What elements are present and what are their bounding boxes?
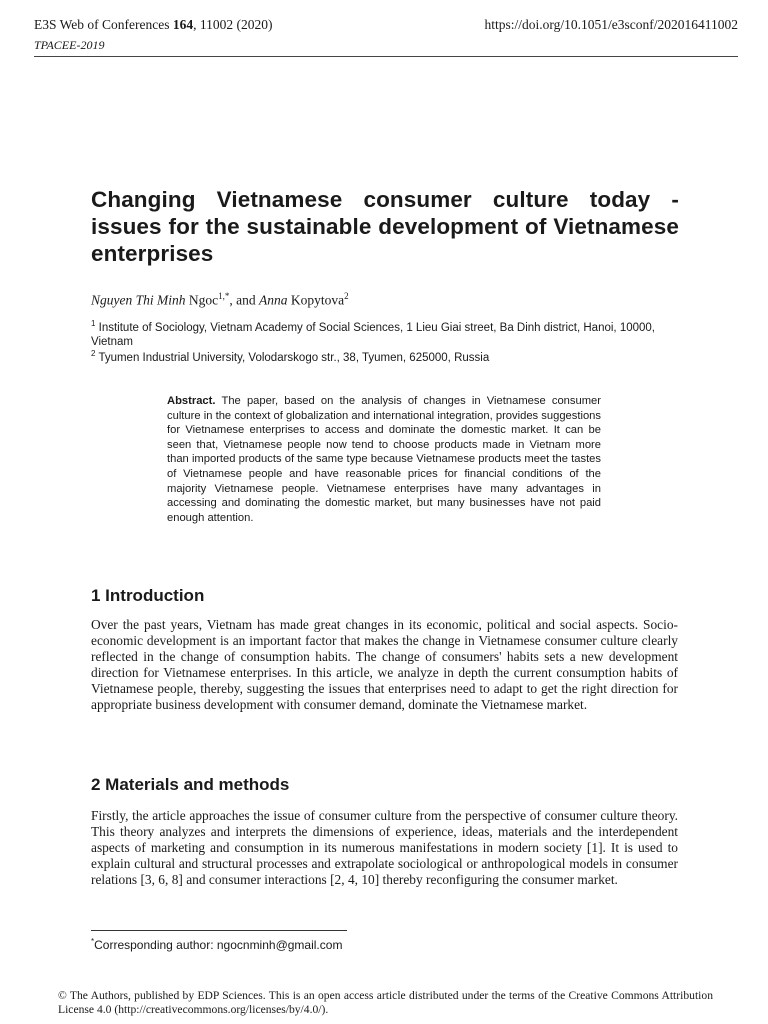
affiliation-2-number: 2 [91,349,96,358]
journal-volume: 164 [172,17,194,32]
author-1-family-name: Ngoc [185,292,219,308]
author-2-given-name: Anna [259,292,288,308]
affiliation-2-text: Tyumen Industrial University, Volodarskogo str., 38, Tyumen, 625000, Russia [95,351,490,364]
footnote-divider [91,930,347,931]
author-separator: , and [229,292,259,308]
doi-link[interactable]: https://doi.org/10.1051/e3sconf/202016411002 [484,17,738,32]
section-heading-materials-methods: 2 Materials and methods [91,775,290,794]
journal-citation [34,17,273,33]
abstract-text: The paper, based on the analysis of changes in Vietnamese consumer culture in the context of globalization and international integration, provides suggestions for Vietnamese enterprises to access and dominate the domestic market. It can be seen that, Vietnamese people now tend to choose products made in Vietnam more than imported products of the same type because Vietnamese products meet the tastes of Vietnamese people and have reasonable prices for financial conditions of the majority Vietnamese people. Vietnamese enterprises have many advantages in accessing and dominating the domestic market, but many businesses have not paid enough attention. [167,395,601,524]
footnote-mark: * [91,937,95,946]
header-divider [34,56,738,57]
abstract [167,394,601,525]
author-line [91,291,349,309]
abstract-label: Abstract. [167,395,216,407]
author-2-affiliation-mark: 2 [344,291,349,301]
affiliation-1-number: 1 [91,319,96,328]
materials-methods-paragraph: Firstly, the article approaches the issue of consumer culture from the perspective of consumer culture theory. This theory analyzes and interprets the dimensions of experience, ideas, materials and the interdependent aspects of marketing and consumption in its numerous manifestations in modern society [1]. It is used to explain cultural and structural processes and extrapolate sociological or anthropological models in consumer relations [3, 6, 8] and consumer interactions [2, 4, 10] thereby reconfiguring the consumer market. [91,808,678,887]
conference-name: TPACEE-2019 [34,38,105,52]
affiliation-1-text: Institute of Sociology, Vietnam Academy of Social Sciences, 1 Lieu Giai street, Ba Dinh district, Hanoi, 10000, Vietnam [91,321,655,349]
author-1-affiliation-mark: 1,* [218,291,230,301]
paper-title: Changing Vietnamese consumer culture today - issues for the sustainable development of Vietnamese enterprises [91,187,679,266]
license-notice: © The Authors, published by EDP Sciences. This is an open access article distributed under the terms of the Creative Commons Attribution License 4.0 (http://creativecommons.org/licenses/by/4.0/). [58,989,713,1016]
affiliation-1 [91,317,679,350]
author-1-given-name: Nguyen Thi Minh [91,292,186,308]
journal-issue: , 11002 (2020) [193,17,273,32]
footnote [91,937,342,952]
introduction-paragraph: Over the past years, Vietnam has made great changes in its economic, political and social aspects. Socio-economic development is an important factor that makes the change in Vietnamese consumer culture clearly reflected in the change of consumption habits. The change of consumers' habits sets a new development direction for Vietnamese enterprises. In this article, we analyze in depth the current consumption habits of Vietnamese people, thereby, suggesting the issues that enterprises need to adapt to get the right direction for appropriate business development with consumer demand, dominate the Vietnamese market. [91,617,678,712]
author-2-family-name: Kopytova [287,292,345,308]
journal-name: E3S Web of Conferences [34,17,173,32]
affiliation-2 [91,347,679,365]
footnote-text: Corresponding author: ngocnminh@gmail.com [94,938,343,952]
section-heading-introduction: 1 Introduction [91,586,205,605]
